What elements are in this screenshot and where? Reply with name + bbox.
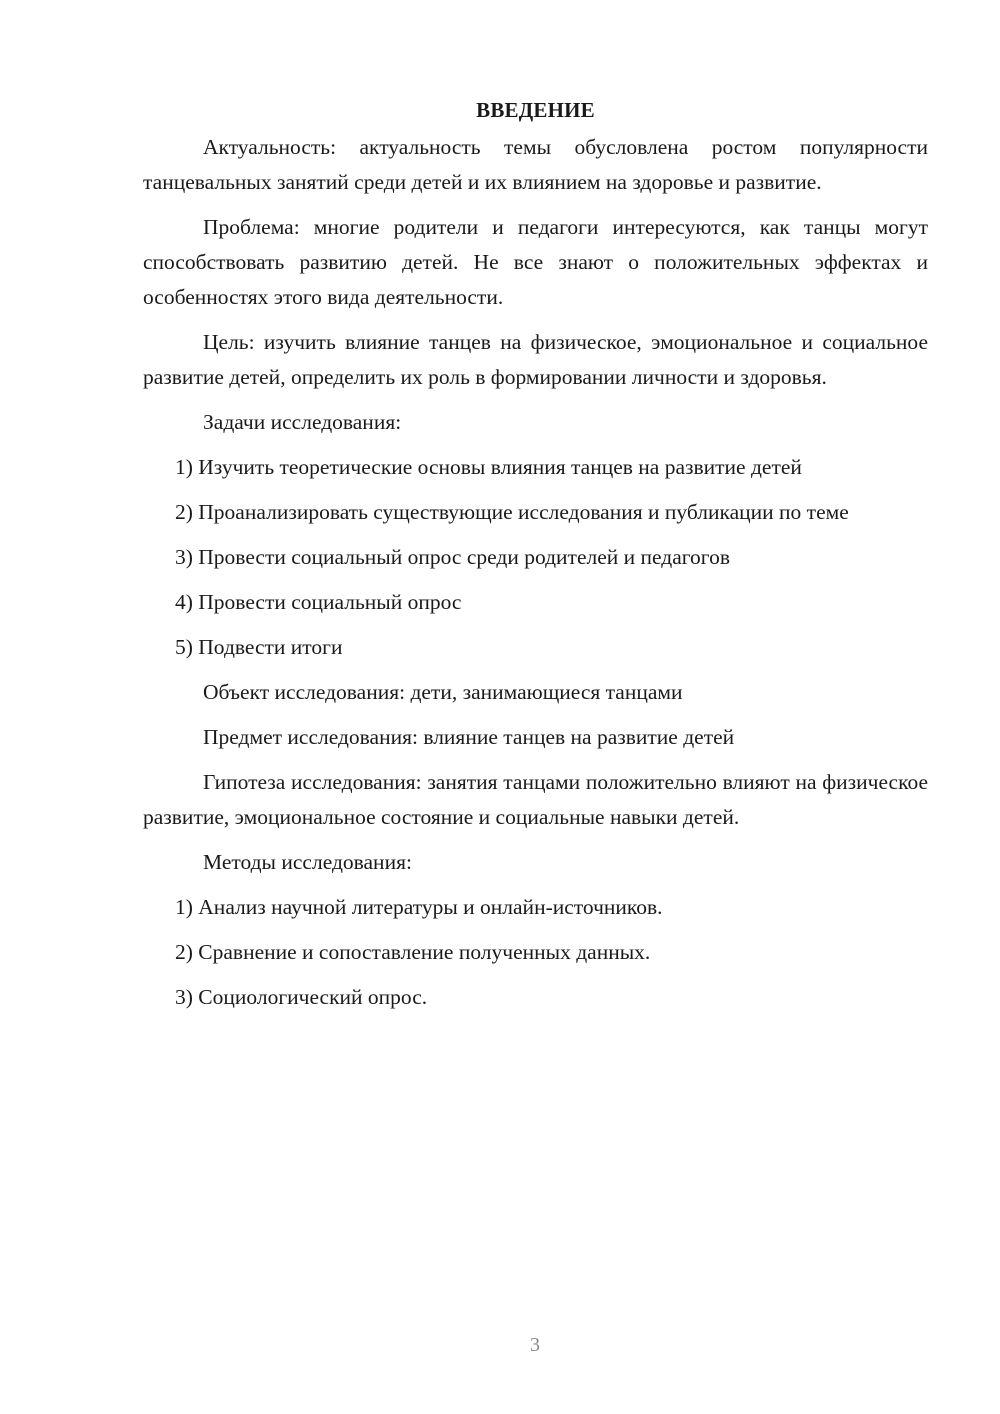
task-item: 2) Проанализировать существующие исследования и публикации по теме [175, 500, 849, 524]
task-item: 1) Изучить теоретические основы влияния танцев на развитие детей [175, 455, 802, 479]
relevance-paragraph: Актуальность: актуальность темы обусловлена ростом популярности танцевальных занятий среди детей и их влиянием на здоровье и развитие. [143, 135, 928, 194]
problem-paragraph: Проблема: многие родители и педагоги интересуются, как танцы могут способствовать развитию детей. Не все знают о положительных эффектах и особенностях этого вида деятельности. [143, 215, 928, 309]
research-object-paragraph: Объект исследования: дети, занимающиеся танцами [203, 680, 683, 704]
document-page [143, 92, 928, 1025]
task-item: 5) Подвести итоги [175, 635, 343, 659]
tasks-heading: Задачи исследования: [203, 410, 402, 434]
methods-heading: Методы исследования: [203, 850, 412, 874]
hypothesis-paragraph: Гипотеза исследования: занятия танцами положительно влияют на физическое развитие, эмоциональное состояние и социальные навыки детей. [143, 770, 928, 829]
research-subject-paragraph: Предмет исследования: влияние танцев на развитие детей [203, 725, 735, 749]
page-number: 3 [530, 1334, 540, 1356]
method-item: 3) Социологический опрос. [175, 985, 428, 1009]
page-title: ВВЕДЕНИЕ [476, 98, 595, 122]
task-item: 3) Провести социальный опрос среди родителей и педагогов [175, 545, 730, 569]
goal-paragraph: Цель: изучить влияние танцев на физическое, эмоциональное и социальное развитие детей, определить их роль в формировании личности и здоровья. [143, 330, 928, 389]
method-item: 2) Сравнение и сопоставление полученных данных. [175, 940, 651, 964]
task-item: 4) Провести социальный опрос [175, 590, 462, 614]
method-item: 1) Анализ научной литературы и онлайн-источников. [175, 895, 663, 919]
